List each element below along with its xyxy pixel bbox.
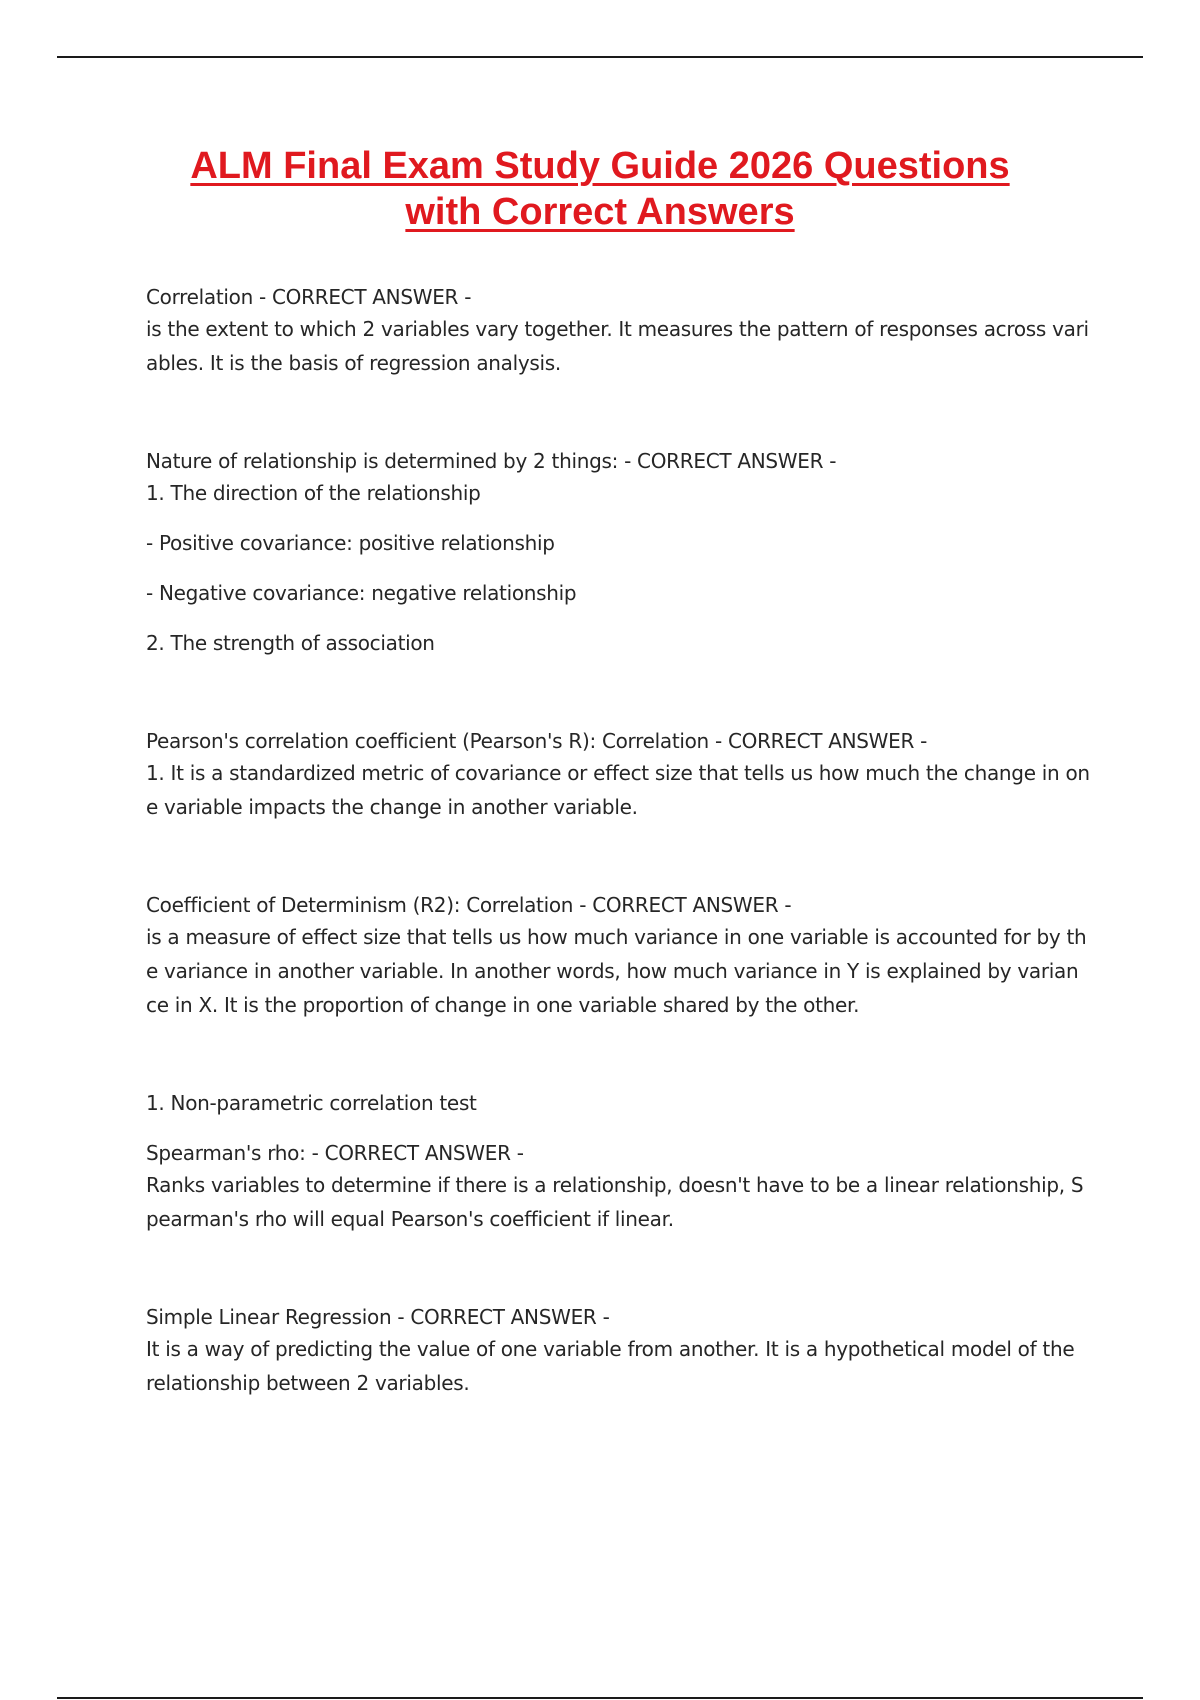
qa-entry-nature-of-relationship xyxy=(146,446,1096,660)
qa-entry-spearmans-rho xyxy=(146,1088,1096,1236)
question-text: Nature of relationship is determined by 2 things: - CORRECT ANSWER - xyxy=(146,449,837,473)
bottom-rule xyxy=(57,1697,1143,1699)
qa-entry-pearsons-r xyxy=(146,726,1096,824)
question-text: Coefficient of Determinism (R2): Correlation - CORRECT ANSWER - xyxy=(146,893,792,917)
question-text: Spearman's rho: - CORRECT ANSWER - xyxy=(146,1141,524,1165)
qa-entry-simple-linear-regression xyxy=(146,1302,1096,1400)
answer-line: 2. The strength of association xyxy=(146,631,435,655)
answer-line: - Positive covariance: positive relationship xyxy=(146,531,555,555)
document-body xyxy=(146,282,1096,1466)
answer-text: is the extent to which 2 variables vary together. It measures the pattern of responses across vari ables. It is the basis of regression analysis. xyxy=(146,317,1089,375)
answer-line: - Negative covariance: negative relationship xyxy=(146,581,577,605)
answer-text: It is a way of predicting the value of one variable from another. It is a hypothetical model of the relationship between 2 variables. xyxy=(146,1337,1075,1395)
section-prefix: 1. Non-parametric correlation test xyxy=(146,1091,477,1115)
answer-list xyxy=(146,476,1096,660)
document-title xyxy=(100,143,1100,235)
title-line-1: ALM Final Exam Study Guide 2026 Questions xyxy=(190,145,1010,187)
answer-line: 1. The direction of the relationship xyxy=(146,481,481,505)
title-line-2: with Correct Answers xyxy=(405,191,795,233)
question-text: Correlation - CORRECT ANSWER - xyxy=(146,285,472,309)
top-rule xyxy=(57,56,1143,58)
answer-text: 1. It is a standardized metric of covariance or effect size that tells us how much the change in on e variable impacts the change in another variable. xyxy=(146,761,1090,819)
qa-entry-coefficient-of-determinism xyxy=(146,890,1096,1022)
question-text: Pearson's correlation coefficient (Pearson's R): Correlation - CORRECT ANSWER - xyxy=(146,729,928,753)
question-text: Simple Linear Regression - CORRECT ANSWER - xyxy=(146,1305,610,1329)
answer-text: Ranks variables to determine if there is a relationship, doesn't have to be a linear relationship, S pearman's rho will equal Pearson's coefficient if linear. xyxy=(146,1173,1084,1231)
qa-entry-correlation xyxy=(146,282,1096,380)
answer-text: is a measure of effect size that tells us how much variance in one variable is accounted for by th e variance in another variable. In another words, how much variance in Y is explained by varian ce in X. It is the proportion of change in one variable shared by the other. xyxy=(146,925,1087,1017)
